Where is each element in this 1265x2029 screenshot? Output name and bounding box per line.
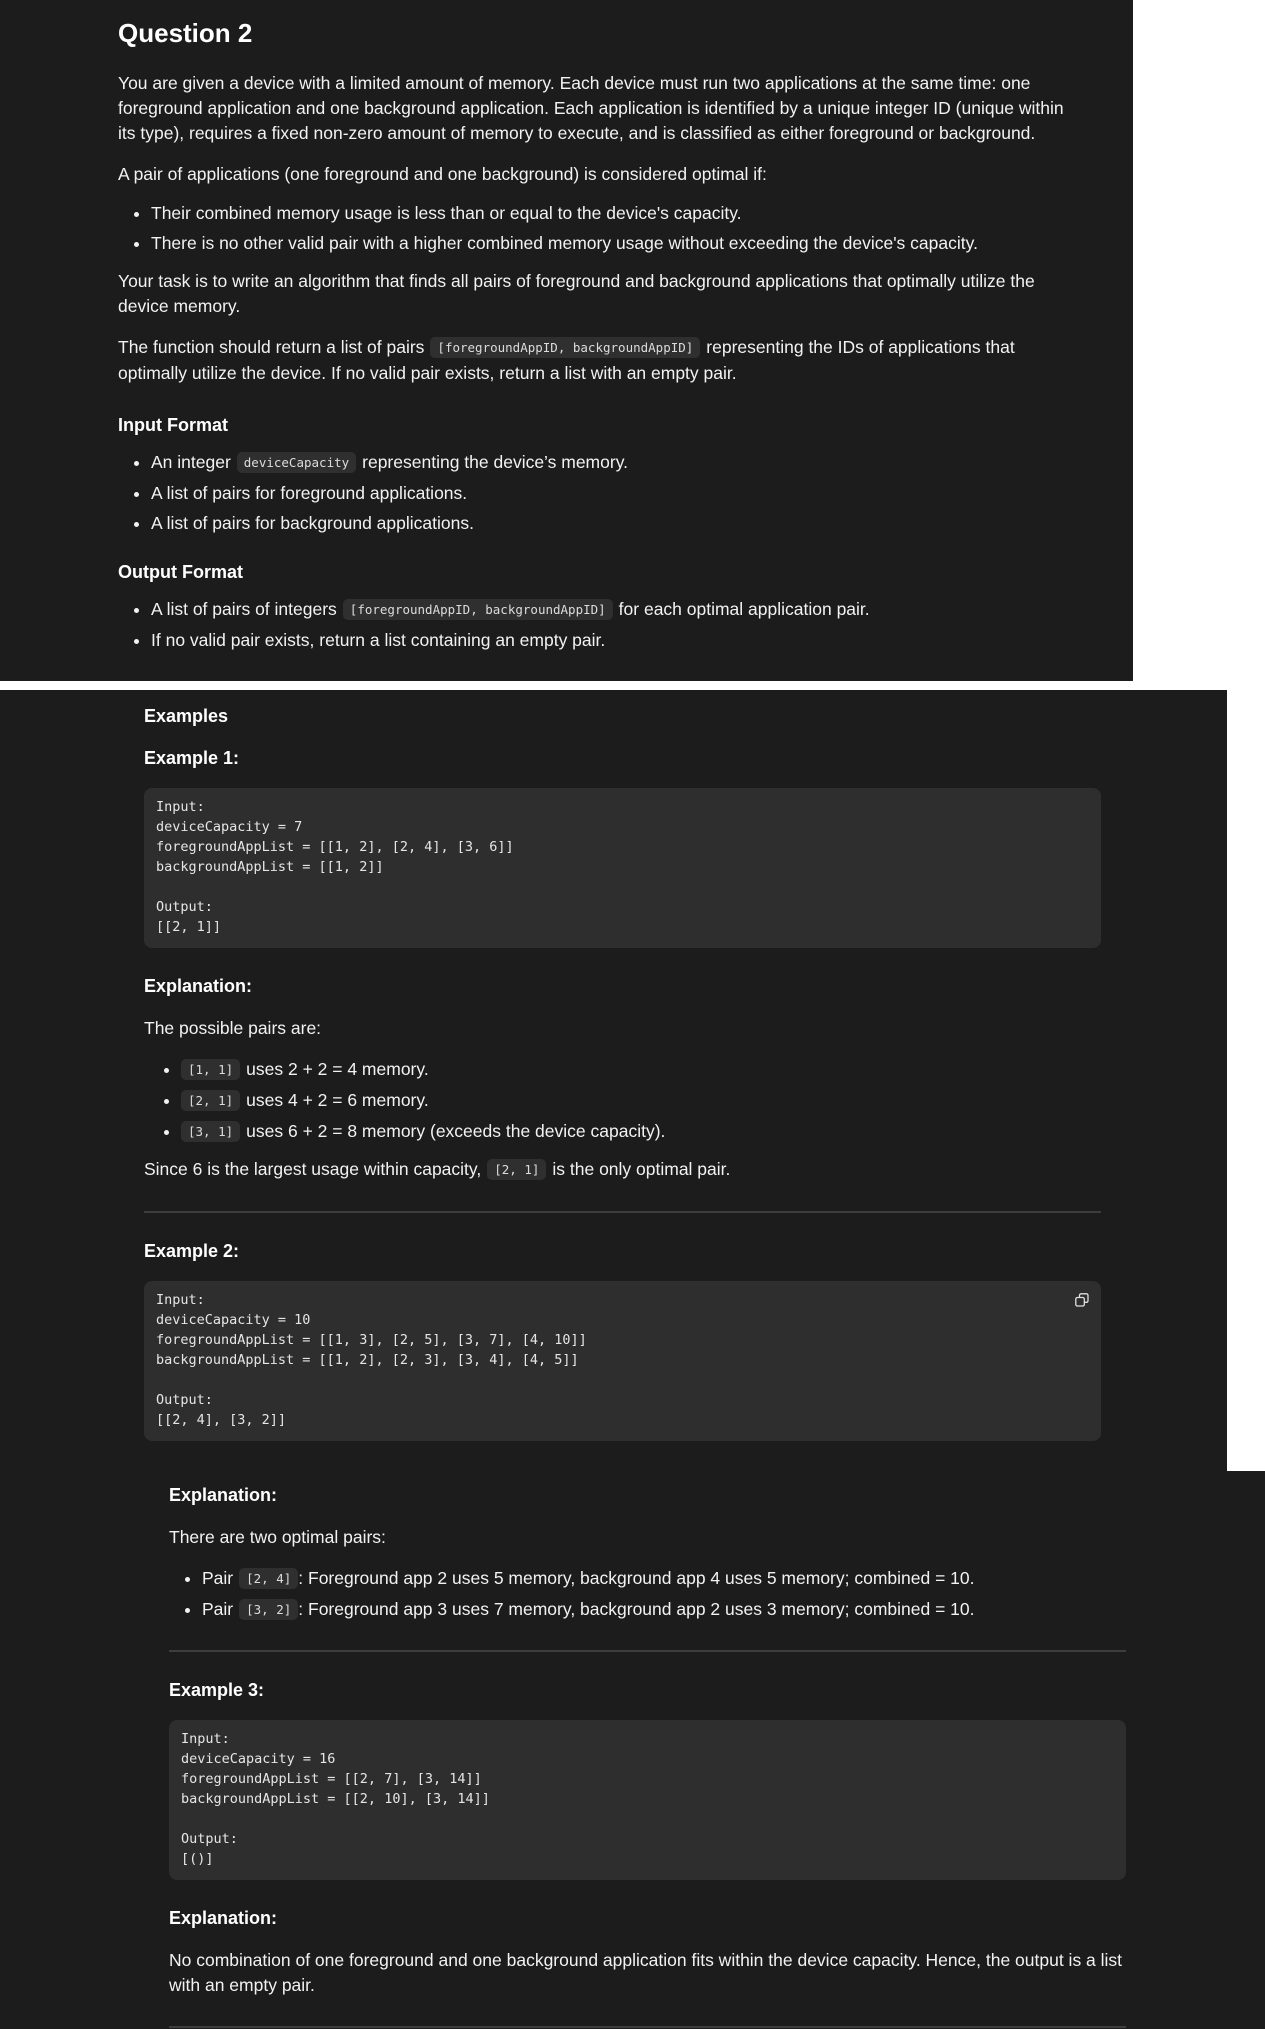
example-divider — [144, 1211, 1101, 1213]
example-2-pair-1 — [202, 1566, 1126, 1592]
copy-icon[interactable] — [1075, 1293, 1089, 1307]
pair-text: uses 4 + 2 = 6 memory. — [246, 1090, 429, 1110]
return-pre: The function should return a list of pairs — [118, 337, 425, 357]
optimal-conditions-list — [118, 201, 1078, 256]
example-divider — [169, 1650, 1126, 1652]
optimal-condition-2: • There is no other valid pair with a higher combined memory usage without exceeding the device's capacity. — [151, 231, 1078, 256]
output-format-heading: Output Format — [118, 562, 243, 582]
example-1-pairs-list — [144, 1057, 1101, 1145]
example-3-explanation-heading: Explanation: — [169, 1908, 278, 1928]
output-format-list — [118, 597, 1078, 653]
return-post: representing the IDs of applications that optimally utilize the device. If no valid pair exists, return a list with an empty pair. — [118, 337, 1015, 383]
conclusion-code: [2, 1] — [487, 1159, 546, 1180]
question-title: Question 2 — [118, 18, 253, 48]
pair-text: uses 2 + 2 = 4 memory. — [246, 1059, 429, 1079]
pair-text: uses 6 + 2 = 8 memory (exceeds the device capacity). — [246, 1121, 666, 1141]
example-2-code-block — [144, 1281, 1101, 1441]
pair-pre: Pair — [202, 1568, 234, 1588]
examples-continued-panel — [0, 1471, 1265, 2029]
conclusion-post: is the only optimal pair. — [552, 1159, 731, 1179]
pair-text: : Foreground app 2 uses 5 memory, background app 4 uses 5 memory; combined = 10. — [298, 1568, 975, 1588]
pair-code: [2, 4] — [239, 1568, 298, 1589]
question-panel — [0, 0, 1133, 681]
example-3-explanation-text: No combination of one foreground and one background application fits within the device capacity. Hence, the output is a list with an empty pair. — [169, 1950, 1123, 1995]
example-3-title: Example 3: — [169, 1680, 265, 1700]
input-item1-pre: An integer — [151, 452, 231, 472]
example-2-explanation-intro: There are two optimal pairs: — [169, 1527, 386, 1547]
examples-heading: Examples — [144, 706, 229, 726]
example-2-explanation-heading: Explanation: — [169, 1485, 278, 1505]
input-format-heading: Input Format — [118, 415, 228, 435]
device-capacity-code: deviceCapacity — [237, 452, 356, 473]
example-2-title: Example 2: — [144, 1241, 240, 1261]
example-3-code-block: Input: deviceCapacity = 16 foregroundAppList = [[2, 7], [3, 14]] backgroundAppList = [[2, 10], [3, 14]] Output: [()] — [169, 1720, 1126, 1880]
output-pair-code: [foregroundAppID, backgroundAppID] — [343, 599, 613, 620]
output-item1-pre: A list of pairs of integers — [151, 599, 337, 619]
task-paragraph: Your task is to write an algorithm that finds all pairs of foreground and background applications that optimally utilize the device memory. — [118, 271, 1035, 316]
examples-continued-content — [169, 1485, 1126, 2028]
example-1-pair-1 — [181, 1057, 1101, 1083]
example-divider — [169, 2026, 1126, 2028]
output-format-item-2: • If no valid pair exists, return a list containing an empty pair. — [151, 628, 1078, 653]
return-paragraph — [118, 335, 1078, 386]
input-format-item-3: • A list of pairs for background applications. — [151, 511, 1078, 536]
example-1-title: Example 1: — [144, 748, 240, 768]
conclusion-pre: Since 6 is the largest usage within capacity, — [144, 1159, 482, 1179]
example-1-pair-3 — [181, 1119, 1101, 1145]
example-1-pair-2 — [181, 1088, 1101, 1114]
pair-pre: Pair — [202, 1599, 234, 1619]
pair-code: [3, 2] — [239, 1599, 298, 1620]
example-2-pairs-list — [169, 1566, 1126, 1623]
return-code: [foregroundAppID, backgroundAppID] — [430, 337, 700, 358]
input-item1-post: representing the device’s memory. — [362, 452, 629, 472]
input-format-item-1 — [151, 450, 1078, 476]
example-1-conclusion — [144, 1157, 1101, 1183]
examples-content — [144, 706, 1101, 1441]
example-2-code: Input: deviceCapacity = 10 foregroundAppList = [[1, 3], [2, 5], [3, 7], [4, 10]] backgroundAppList = [[1, 2], [2, 3], [3, 4], [4, 5]] Output: [[2, 4], [3, 2]] — [156, 1292, 587, 1428]
pair-code: [3, 1] — [181, 1121, 240, 1142]
optimal-intro: A pair of applications (one foreground and one background) is considered optimal if: — [118, 164, 767, 184]
pair-text: : Foreground app 3 uses 7 memory, background app 2 uses 3 memory; combined = 10. — [298, 1599, 975, 1619]
question-content — [118, 18, 1078, 658]
example-1-explanation-heading: Explanation: — [144, 976, 253, 996]
optimal-condition-1: • Their combined memory usage is less than or equal to the device's capacity. — [151, 201, 1078, 226]
output-item1-post: for each optimal application pair. — [618, 599, 870, 619]
example-1-code-block: Input: deviceCapacity = 7 foregroundAppList = [[1, 2], [2, 4], [3, 6]] backgroundAppList = [[1, 2]] Output: [[2, 1]] — [144, 788, 1101, 948]
example-2-pair-2 — [202, 1597, 1126, 1623]
input-format-list — [118, 450, 1078, 536]
pair-code: [1, 1] — [181, 1059, 240, 1080]
intro-paragraph: You are given a device with a limited amount of memory. Each device must run two applications at the same time: one foreground application and one background application. Each application is identified by a unique integer ID (unique within its type), requires a fixed non-zero amount of memory to execute, and is classified as either foreground or background. — [118, 73, 1064, 143]
example-1-explanation-intro: The possible pairs are: — [144, 1018, 322, 1038]
input-format-item-2: • A list of pairs for foreground applications. — [151, 481, 1078, 506]
examples-panel — [0, 690, 1227, 1471]
pair-code: [2, 1] — [181, 1090, 240, 1111]
output-format-item-1 — [151, 597, 1078, 623]
